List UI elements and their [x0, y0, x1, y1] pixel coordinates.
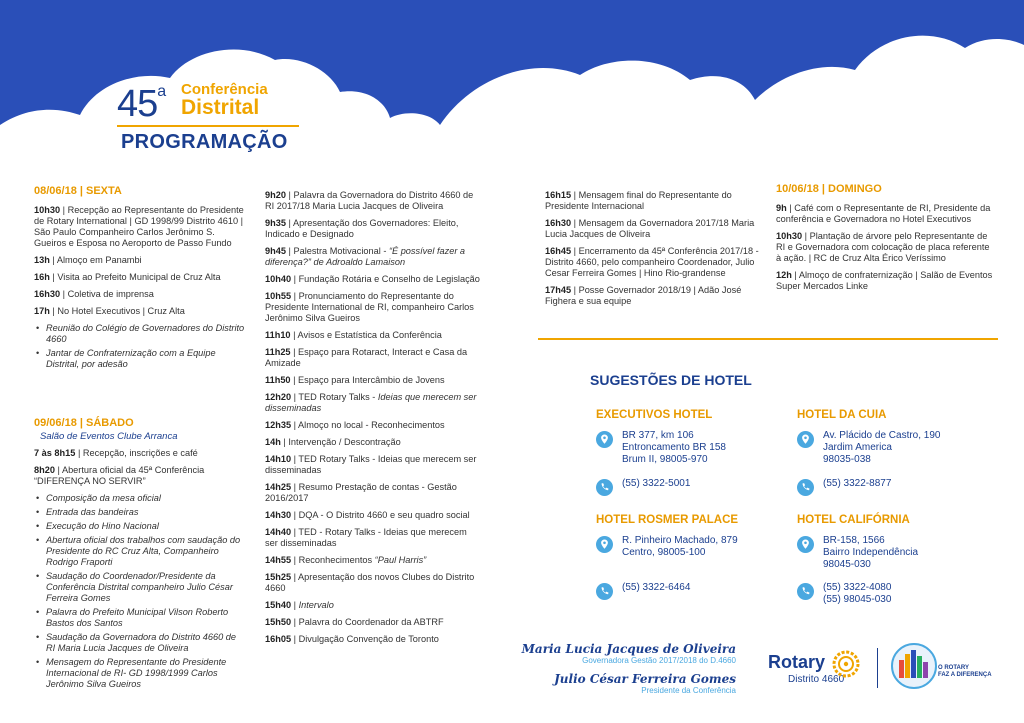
- schedule-time: 13h: [34, 255, 50, 265]
- schedule-time: 12h20: [265, 392, 292, 402]
- hotel-cuia-name: HOTEL DA CUIA: [797, 409, 887, 421]
- bullet-item: • Jantar de Confraternização com a Equipe Distrital, por adesão: [34, 348, 246, 370]
- schedule-description: | Abertura oficial da 45ª Conferência “DIFERENÇA NO SERVIR”: [34, 465, 205, 486]
- hotel-cuia-phone: (55) 3322-8877: [797, 478, 891, 490]
- bullet-item: • Palavra do Prefeito Municipal Vilson Roberto Bastos dos Santos: [34, 607, 246, 629]
- schedule-item: [265, 617, 480, 628]
- schedule-time: 10h55: [265, 291, 292, 301]
- schedule-description: | TED Rotary Talks -: [293, 392, 378, 402]
- schedule-time: 17h: [34, 306, 50, 316]
- schedule-description: | Palestra Motivacional -: [288, 246, 389, 256]
- schedule-item: [265, 437, 480, 448]
- bullet-item: • Entrada das bandeiras: [34, 507, 246, 518]
- schedule-description-italic: Intervalo: [298, 600, 334, 610]
- bullet-item: • Mensagem do Representante do Presidente Internacional de RI- GD 1998/1999 Carlos Jerônimo Silva Gueiros: [34, 657, 246, 690]
- schedule-item: [265, 330, 480, 341]
- location-pin-icon: [797, 536, 814, 553]
- day-sunday-title: 10/06/18 | DOMINGO: [776, 183, 882, 195]
- hotel-rosmer-address: R. Pinheiro Machado, 879 Centro, 98005-100: [596, 535, 738, 559]
- bullet-item: • Composição da mesa oficial: [34, 493, 246, 504]
- diferenca-emblem-icon: [890, 642, 938, 690]
- schedule-description-italic: “Paul Harris”: [374, 555, 427, 565]
- schedule-item: [265, 572, 480, 594]
- schedule-time: 11h10: [265, 330, 291, 340]
- schedule-item: [265, 274, 480, 285]
- brand-distrital: Distrital: [181, 96, 260, 119]
- schedule-time: 16h15: [545, 190, 572, 200]
- schedule-description: | Resumo Prestação de contas - Gestão 2016/2017: [265, 482, 457, 503]
- schedule-time: 12h35: [265, 420, 292, 430]
- schedule-time: 16h: [34, 272, 50, 282]
- schedule-time: 16h30: [34, 289, 61, 299]
- day-friday-title: 08/06/18 | SEXTA: [34, 185, 122, 197]
- schedule-time: 10h30: [776, 231, 803, 241]
- schedule-time: 14h25: [265, 482, 292, 492]
- schedule-item: [776, 270, 996, 292]
- schedule-description: | Fundação Rotária e Conselho de Legislação: [293, 274, 480, 284]
- schedule-time: 14h: [265, 437, 281, 447]
- schedule-description: | TED - Rotary Talks - Ideias que merecem ser disseminadas: [265, 527, 467, 548]
- schedule-description: | Avisos e Estatística da Conferência: [293, 330, 442, 340]
- schedule-item: [265, 291, 480, 324]
- schedule-time: 11h50: [265, 375, 291, 385]
- schedule-item: [265, 347, 480, 369]
- schedule-item: [545, 246, 760, 279]
- schedule-time: 9h35: [265, 218, 286, 228]
- phone-icon: [797, 479, 814, 496]
- schedule-time: 14h30: [265, 510, 292, 520]
- column-friday-saturday: [34, 186, 246, 696]
- schedule-description: | Divulgação Convenção de Toronto: [293, 634, 439, 644]
- schedule-description: | Encerramento da 45ª Conferência 2017/18 - Distrito 4660, pelo companheiro Coordenador, Julio Cesar Ferreira Gomes | Hino Rio-grandense: [545, 246, 759, 278]
- schedule-description: | Apresentação dos novos Clubes do Distrito 4660: [265, 572, 475, 593]
- phone-icon: [596, 479, 613, 496]
- phone-icon: [596, 583, 613, 600]
- rotary-logo: Rotary Distrito 4660: [768, 650, 868, 690]
- hotel-california-address: BR-158, 1566 Bairro Independência 98045-030: [797, 535, 918, 571]
- schedule-description: | Intervenção / Descontração: [283, 437, 401, 447]
- schedule-item: [34, 205, 246, 249]
- saturday-bullets: [34, 493, 246, 690]
- schedule-description: | Recepção ao Representante do Presidente de Rotary International | GD 1998/99 Distrito 4610 | São Paulo Companheiro Carlos Jerônimo S. Gueiros e Esposa no Aeroporto de Passo Fundo: [34, 205, 244, 248]
- schedule-time: 16h05: [265, 634, 292, 644]
- day-saturday-title: 09/06/18 | SÁBADO: [34, 417, 134, 429]
- saturday-venue: Salão de Eventos Clube Arranca: [40, 431, 178, 442]
- hotel-california-phone: (55) 3322-4080 (55) 98045-030: [797, 582, 891, 606]
- brand-conferencia: Conferência: [181, 81, 268, 98]
- bullet-item: • Saudação da Governadora do Distrito 4660 de RI Maria Lucia Jacques de Oliveira: [34, 632, 246, 654]
- schedule-description: | Espaço para Rotaract, Interact e Casa da Amizade: [265, 347, 468, 368]
- rotary-wheel-icon: [832, 650, 860, 678]
- schedule-item: [265, 420, 480, 431]
- column-saturday-closing: [545, 190, 760, 313]
- schedule-item: [265, 527, 480, 549]
- schedule-time: 10h40: [265, 274, 292, 284]
- schedule-item: [545, 285, 760, 307]
- schedule-time: 14h10: [265, 454, 292, 464]
- schedule-item: [34, 272, 246, 283]
- page-title: PROGRAMAÇÃO: [121, 131, 288, 153]
- schedule-item: [265, 218, 480, 240]
- bullet-item: • Saudação do Coordenador/Presidente da Conferência Distrital companheiro Julio César Ferreira Gomes: [34, 571, 246, 604]
- schedule-time: 9h45: [265, 246, 286, 256]
- schedule-time: 17h45: [545, 285, 572, 295]
- schedule-item: [34, 255, 246, 266]
- hotel-california-name: HOTEL CALIFÓRNIA: [797, 514, 910, 526]
- location-pin-icon: [596, 431, 613, 448]
- schedule-time: 16h45: [545, 246, 572, 256]
- schedule-description-italic: “É possível fazer a diferença?” de Adroaldo Lamaison: [265, 246, 466, 267]
- schedule-item: [265, 454, 480, 476]
- schedule-time: 15h50: [265, 617, 292, 627]
- schedule-description: | Almoço no local - Reconhecimentos: [293, 420, 445, 430]
- schedule-description: | Recepção, inscrições e café: [77, 448, 198, 458]
- schedule-description: | Mensagem final do Representante do Presidente Internacional: [545, 190, 732, 211]
- hotels-title: SUGESTÕES DE HOTEL: [590, 372, 752, 388]
- schedule-item: [265, 375, 480, 386]
- schedule-time: 16h30: [545, 218, 572, 228]
- schedule-item: [34, 289, 246, 300]
- schedule-item: [265, 246, 480, 268]
- schedule-time: 14h55: [265, 555, 292, 565]
- schedule-item: [265, 482, 480, 504]
- schedule-description: | Posse Governador 2018/19 | Adão José Fighera e sua equipe: [545, 285, 742, 306]
- signature-presidente: Julio César Ferreira Gomes Presidente da Conferência: [554, 672, 736, 695]
- column-saturday-schedule: [265, 190, 480, 651]
- hotel-executivos-phone: (55) 3322-5001: [596, 478, 690, 490]
- bullet-item: • Abertura oficial dos trabalhos com saudação do Presidente do RC Cruz Alta, Companheiro Rodrigo Fraporti: [34, 535, 246, 568]
- schedule-time: 9h: [776, 203, 787, 213]
- schedule-item: [545, 218, 760, 240]
- schedule-description: | Espaço para Intercâmbio de Jovens: [293, 375, 445, 385]
- location-pin-icon: [797, 431, 814, 448]
- hotel-rosmer-phone: (55) 3322-6464: [596, 582, 690, 594]
- location-pin-icon: [596, 536, 613, 553]
- schedule-description: | Visita ao Prefeito Municipal de Cruz Alta: [52, 272, 221, 282]
- schedule-item: [776, 231, 996, 264]
- friday-bullets: [34, 323, 246, 370]
- schedule-item: [34, 448, 246, 459]
- schedule-description: | Coletiva de imprensa: [62, 289, 154, 299]
- schedule-description: | Apresentação dos Governadores: Eleito, Indicado e Designado: [265, 218, 459, 239]
- schedule-item: [265, 392, 480, 414]
- schedule-description: | No Hotel Executivos | Cruz Alta: [52, 306, 185, 316]
- hotel-executivos-address: BR 377, km 106 Entroncamento BR 158 Brum II, 98005-970: [596, 430, 726, 466]
- schedule-description: | Mensagem da Governadora 2017/18 Maria Lucia Jacques de Oliveira: [545, 218, 755, 239]
- schedule-item: [265, 555, 480, 566]
- schedule-item: [34, 465, 246, 487]
- schedule-item: [265, 510, 480, 521]
- schedule-description: | Pronunciamento do Representante do Presidente International de RI, companheiro Carlos Jerônimo Silva Gueiros: [265, 291, 474, 323]
- schedule-item: [545, 190, 760, 212]
- schedule-time: 10h30: [34, 205, 61, 215]
- schedule-time: 12h: [776, 270, 792, 280]
- bullet-item: • Reunião do Colégio de Governadores do Distrito 4660: [34, 323, 246, 345]
- phone-icon: [797, 583, 814, 600]
- schedule-description: | Plantação de árvore pelo Representante de RI e Governadora com colocação de placa referente à ação. | RC de Cruz Alta Érico Veríssimo: [776, 231, 990, 263]
- schedule-item: [265, 634, 480, 645]
- schedule-description: | Almoço em Panambi: [52, 255, 142, 265]
- brand-underline: [117, 125, 299, 127]
- schedule-time: 15h40: [265, 600, 292, 610]
- schedule-description: | TED Rotary Talks - Ideias que merecem ser disseminadas: [265, 454, 477, 475]
- signature-governadora: Maria Lucia Jacques de Oliveira Governadora Gestão 2017/2018 do D.4660: [521, 642, 736, 665]
- schedule-time: 9h20: [265, 190, 286, 200]
- hotel-rosmer-name: HOTEL ROSMER PALACE: [596, 514, 739, 526]
- schedule-item: [776, 203, 996, 225]
- hotel-executivos-name: EXECUTIVOS HOTEL: [596, 409, 713, 421]
- schedule-description: | Reconhecimentos: [293, 555, 375, 565]
- logo-tagline: O ROTARY FAZ A DIFERENÇA: [938, 665, 992, 678]
- schedule-time: 15h25: [265, 572, 292, 582]
- column-sunday: [776, 184, 996, 298]
- schedule-time: 11h25: [265, 347, 291, 357]
- schedule-time: 14h40: [265, 527, 292, 537]
- schedule-item: [265, 600, 480, 611]
- schedule-description-italic: Ideias que merecem ser disseminadas: [265, 392, 477, 413]
- schedule-item: [265, 190, 480, 212]
- schedule-description: | Palavra da Governadora do Distrito 4660 de RI 2017/18 Maria Lucia Jacques de Oliveira: [265, 190, 474, 211]
- schedule-description: |: [293, 600, 299, 610]
- schedule-description: | Almoço de confraternização | Salão de Eventos Super Mercados Linke: [776, 270, 993, 291]
- bullet-item: • Execução do Hino Nacional: [34, 521, 246, 532]
- schedule-time: 7 às 8h15: [34, 448, 76, 458]
- schedule-description: | Café com o Representante de RI, Presidente da conferência e Governadora no Hotel Executivos: [776, 203, 991, 224]
- section-divider: [538, 338, 998, 340]
- conference-number: 45$^a$: [117, 83, 166, 125]
- hotel-cuia-address: Av. Plácido de Castro, 190 Jardim America 98035-038: [797, 430, 940, 466]
- schedule-description: | Palavra do Coordenador da ABTRF: [293, 617, 444, 627]
- schedule-description: | DQA - O Distrito 4660 e seu quadro social: [293, 510, 470, 520]
- logo-divider: [877, 648, 878, 688]
- schedule-time: 8h20: [34, 465, 55, 475]
- schedule-item: [34, 306, 246, 317]
